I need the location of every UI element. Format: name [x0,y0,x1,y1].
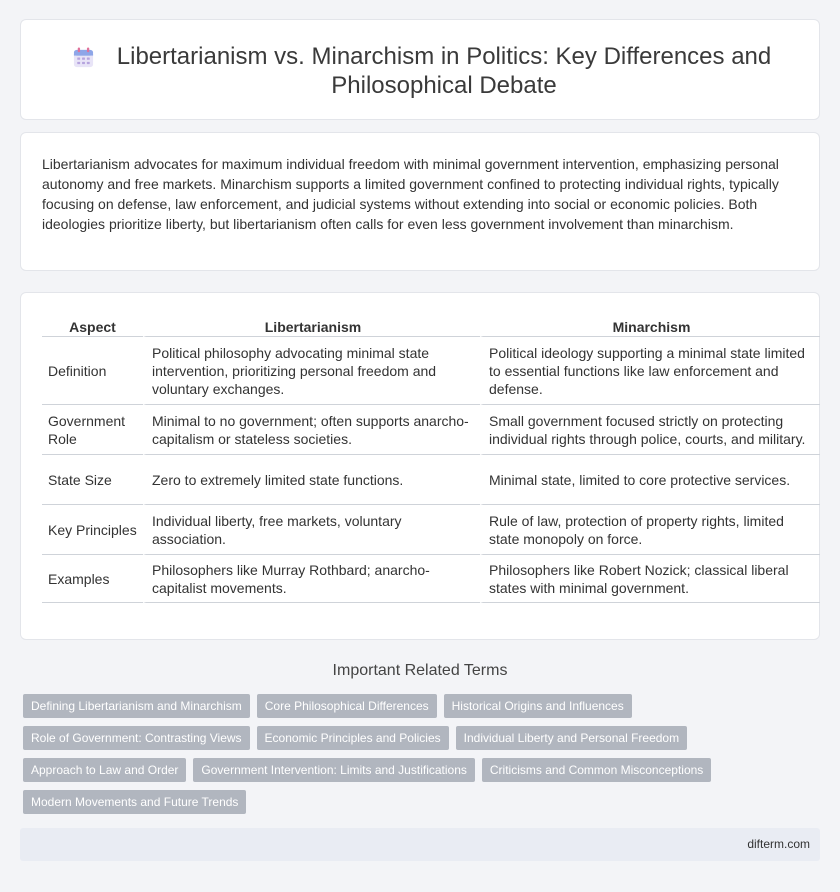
aspect-cell: Examples [42,555,143,603]
related-term-tag[interactable]: Modern Movements and Future Trends [23,790,246,814]
column-header-aspect: Aspect [42,315,143,337]
minarchism-cell: Political ideology supporting a minimal state limited to essential functions like law enforcement and defense. [480,337,820,405]
related-terms-list [23,694,743,822]
related-terms-heading: Important Related Terms [332,662,508,679]
related-term-tag[interactable]: Approach to Law and Order [23,758,186,782]
libertarianism-cell: Philosophers like Murray Rothbard; anarcho-capitalist movements. [143,555,480,603]
column-header-libertarianism: Libertarianism [143,315,480,337]
comparison-table [42,315,820,603]
table-row [42,505,820,555]
libertarianism-cell: Political philosophy advocating minimal state intervention, prioritizing personal freedom and voluntary exchanges. [143,337,480,405]
aspect-cell: Government Role [42,405,143,455]
related-term-tag[interactable]: Criticisms and Common Misconceptions [482,758,711,782]
header-card [20,19,820,120]
column-header-minarchism: Minarchism [480,315,820,337]
aspect-cell: Key Principles [42,505,143,555]
page-title: Libertarianism vs. Minarchism in Politics: Key Differences and Philosophical Debate [116,43,772,99]
table-row [42,337,820,405]
table-row [42,405,820,455]
related-term-tag[interactable]: Role of Government: Contrasting Views [23,726,250,750]
libertarianism-cell: Zero to extremely limited state functions. [143,455,480,505]
minarchism-cell: Philosophers like Robert Nozick; classical liberal states with minimal government. [480,555,820,603]
footer-site-link[interactable]: difterm.com [747,837,810,851]
related-term-tag[interactable]: Historical Origins and Influences [444,694,632,718]
table-row [42,555,820,603]
related-term-tag[interactable]: Economic Principles and Policies [257,726,449,750]
intro-card [20,132,820,271]
table-header-row [42,315,820,337]
footer [20,828,820,861]
related-term-tag[interactable]: Government Intervention: Limits and Justifications [193,758,474,782]
aspect-cell: Definition [42,337,143,405]
minarchism-cell: Rule of law, protection of property rights, limited state monopoly on force. [480,505,820,555]
related-term-tag[interactable]: Core Philosophical Differences [257,694,437,718]
related-term-tag[interactable]: Defining Libertarianism and Minarchism [23,694,250,718]
table-row [42,455,820,505]
comparison-card [20,292,820,640]
libertarianism-cell: Minimal to no government; often supports anarcho-capitalism or stateless societies. [143,405,480,455]
minarchism-cell: Small government focused strictly on protecting individual rights through police, courts, and military. [480,405,820,455]
aspect-cell: State Size [42,455,143,505]
minarchism-cell: Minimal state, limited to core protective services. [480,455,820,505]
related-term-tag[interactable]: Individual Liberty and Personal Freedom [456,726,687,750]
libertarianism-cell: Individual liberty, free markets, voluntary association. [143,505,480,555]
intro-paragraph: Libertarianism advocates for maximum individual freedom with minimal government intervention, emphasizing personal autonomy and free markets. Minarchism supports a limited government confined to protecting individual rights, typically focusing on defense, law enforcement, and judicial systems without extending into social or economic policies. Both ideologies prioritize liberty, but libertarianism often calls for even less government involvement than minarchism. [42,156,779,232]
